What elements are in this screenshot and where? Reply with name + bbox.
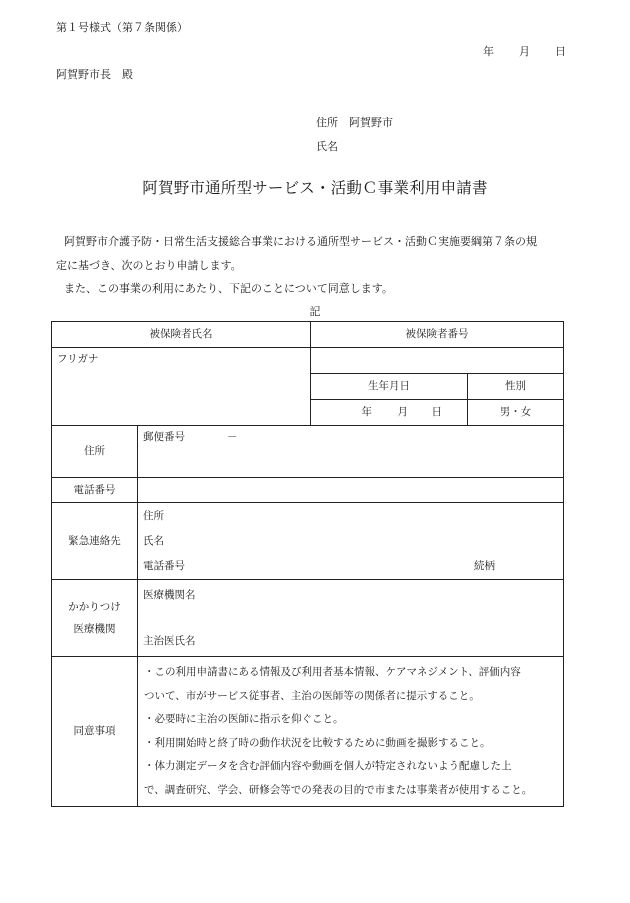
postal-dash: － [227, 431, 238, 443]
emergency-contact-field[interactable] [138, 503, 564, 580]
consent-line: ・必要時に主治の医師に指示を仰ぐこと。 [144, 713, 344, 725]
consent-line: ・利用開始時と終了時の動作状況を比較するために動画を撮影すること。 [144, 736, 491, 749]
birthdate-field[interactable] [311, 400, 468, 426]
doctor-name-line [143, 628, 558, 654]
insured-name-header: 被保険者氏名 [52, 322, 311, 348]
date-month: 月 [519, 45, 530, 58]
birthdate-header: 生年月日 [311, 374, 468, 400]
emergency-name-line [143, 529, 558, 554]
family-doctor-label [52, 580, 138, 657]
family-doctor-label-line1: かかりつけ [68, 600, 121, 613]
applicant-name: 氏名 [316, 140, 338, 153]
family-doctor-label-line2: 医療機関 [73, 623, 116, 635]
emergency-phone-line [143, 554, 558, 579]
phone-label: 電話番号 [52, 478, 138, 503]
application-date [483, 46, 566, 57]
institution-name-label: 医療機関名 [143, 588, 196, 601]
consent-items [138, 657, 564, 807]
intro-line-2: 定に基づき、次のとおり申請します。 [56, 259, 242, 272]
document-title: 阿賀野市通所型サービス・活動Ｃ事業利用申請書 [142, 179, 488, 197]
gender-header: 性別 [468, 374, 564, 400]
application-form-table [51, 321, 564, 807]
emergency-name-label: 氏名 [143, 534, 164, 547]
postal-code-label: 郵便番号 [143, 431, 185, 443]
address-label: 住所 [52, 426, 138, 478]
consent-line: ・体力測定データを含む評価内容や動画を個人が特定されないよう配慮した上 [144, 760, 512, 772]
form-number: 第１号様式（第７条関係） [56, 21, 188, 34]
emergency-contact-label: 緊急連絡先 [52, 503, 138, 580]
emergency-relation-label: 続柄 [474, 559, 495, 572]
emergency-address-label: 住所 [143, 509, 164, 522]
intro-line-3: また、この事業の利用にあたり、下記のことについて同意します。 [64, 282, 393, 295]
furigana-label: フリガナ [57, 353, 99, 365]
emergency-address-line [143, 504, 558, 529]
family-doctor-field[interactable] [138, 580, 564, 657]
consent-line: で、調査研究、学会、研修会等での発表の目的で市または事業者が使用すること。 [144, 783, 533, 796]
phone-field[interactable] [138, 478, 564, 503]
furigana-field[interactable] [52, 348, 311, 426]
consent-line: ついて、市がサービス従事者、主治の医師等の関係者に提示すること。 [144, 689, 480, 702]
institution-name-line [143, 582, 558, 608]
birth-month-label: 月 [397, 406, 408, 419]
birth-year-label: 年 [361, 406, 372, 419]
birth-day-label: 日 [431, 406, 442, 419]
emergency-phone-label: 電話番号 [143, 559, 185, 572]
insured-number-field[interactable] [311, 348, 564, 374]
addressee: 阿賀野市長 殿 [56, 68, 133, 81]
address-field[interactable] [138, 426, 564, 478]
consent-label: 同意事項 [52, 657, 138, 807]
doctor-name-label: 主治医氏名 [143, 634, 196, 647]
date-day: 日 [555, 45, 566, 58]
intro-line-1: 阿賀野市介護予防・日常生活支援総合事業における通所型サービス・活動Ｃ実施要綱第７条の規 [64, 235, 537, 248]
gender-field[interactable]: 男・女 [468, 400, 564, 426]
consent-line: ・この利用申請書にある情報及び利用者基本情報、ケアマネジメント、評価内容 [144, 666, 521, 678]
ki-marker: 記 [309, 305, 321, 318]
insured-number-header: 被保険者番号 [311, 322, 564, 348]
date-year: 年 [483, 45, 494, 58]
applicant-address: 住所 阿賀野市 [316, 116, 393, 129]
